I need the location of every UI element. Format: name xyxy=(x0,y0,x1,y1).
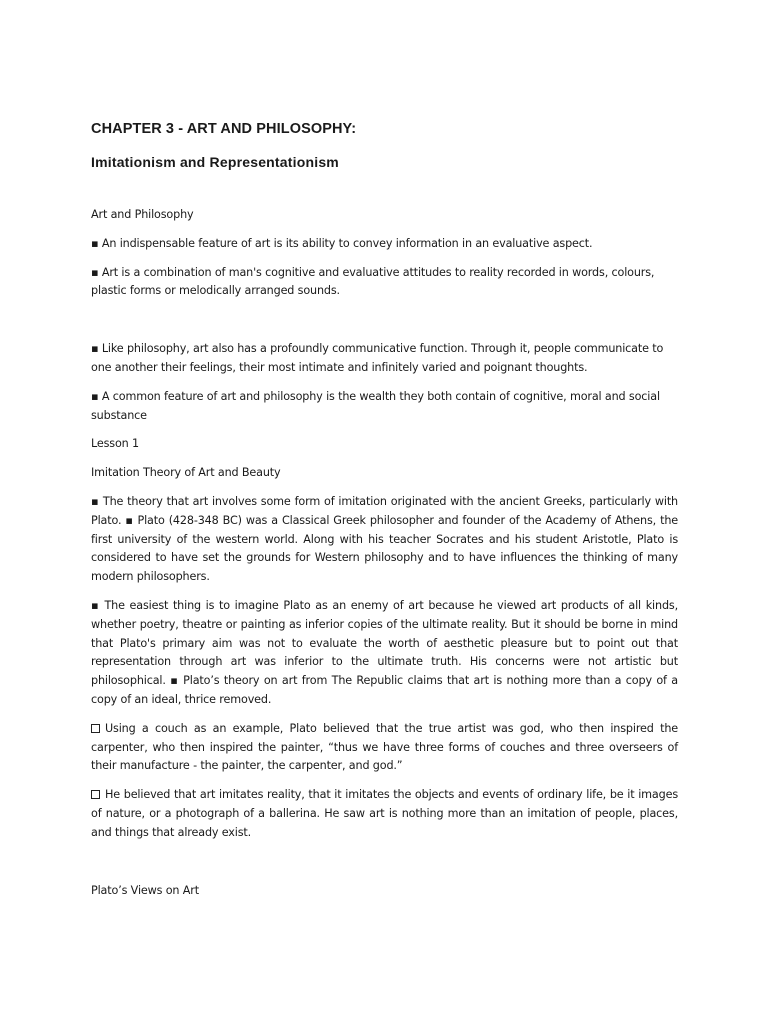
paragraph-text: Using a couch as an example, Plato believed that the true artist was god, who then inspired the carpenter, who then inspired the painter, “thus we have three forms of couches and three overseers of their manufacture - the painter, the carpenter, and god.” xyxy=(91,721,678,773)
section-heading: Art and Philosophy xyxy=(91,208,194,221)
section-heading: Plato’s Views on Art xyxy=(91,883,199,897)
paragraph: ▪ The easiest thing is to imagine Plato as an enemy of art because he viewed art products of all kinds, whether poetry, theatre or painting as inferior copies of the ultimate reality. But it should be borne in mind that Plato's primary aim was not to evaluate the worth of aesthetic pleasure but to point out that representation through art was inferior to the ultimate truth. His concerns were not artistic but philosophical. ▪ Plato’s theory on art from The Republic claims that art is nothing more than a copy of a copy of an ideal, thrice removed. xyxy=(91,598,678,706)
paragraph: ▪ A common feature of art and philosophy is the wealth they both contain of cognitive, moral and social substance xyxy=(91,389,660,422)
box-bullet-paragraph xyxy=(91,786,678,842)
checkbox-bullet-icon xyxy=(91,724,100,733)
paragraph: ▪ Art is a combination of man's cognitive and evaluative attitudes to reality recorded in words, colours, plastic forms or melodically arranged sounds. xyxy=(91,265,655,298)
paragraph: ▪ The theory that art involves some form of imitation originated with the ancient Greeks, particularly with Plato. ▪ Plato (428-348 BC) was a Classical Greek philosopher and founder of the Academy of Athens, the first university of the western world. Along with his teacher Socrates and his student Aristotle, Plato is considered to have set the grounds for Western philosophy and to have influences the thinking of many modern philosophers. xyxy=(91,494,678,584)
checkbox-bullet-icon xyxy=(91,790,100,799)
section-lesson-1 xyxy=(91,435,678,842)
paragraph: ▪ An indispensable feature of art is its ability to convey information in an evaluative aspect. xyxy=(91,236,593,250)
section-platos-views xyxy=(91,882,678,901)
box-bullet-paragraph xyxy=(91,720,678,776)
chapter-title: CHAPTER 3 - ART AND PHILOSOPHY: xyxy=(91,121,357,137)
section-art-and-philosophy xyxy=(91,206,678,425)
lesson-label: Lesson 1 xyxy=(91,437,139,451)
paragraph: ▪ Like philosophy, art also has a profoundly communicative function. Through it, people communicate to one another their feelings, their most intimate and infinitely varied and poignant thoughts. xyxy=(91,342,664,374)
lesson-heading: Imitation Theory of Art and Beauty xyxy=(91,466,281,480)
document-body xyxy=(91,121,678,900)
paragraph-text: He believed that art imitates reality, that it imitates the objects and events of ordinary life, be it images of nature, or a photograph of a ballerina. He saw art is nothing more than an imitation of people, places, and things that already exist. xyxy=(91,788,678,839)
chapter-subtitle: Imitationism and Representationism xyxy=(91,154,339,170)
